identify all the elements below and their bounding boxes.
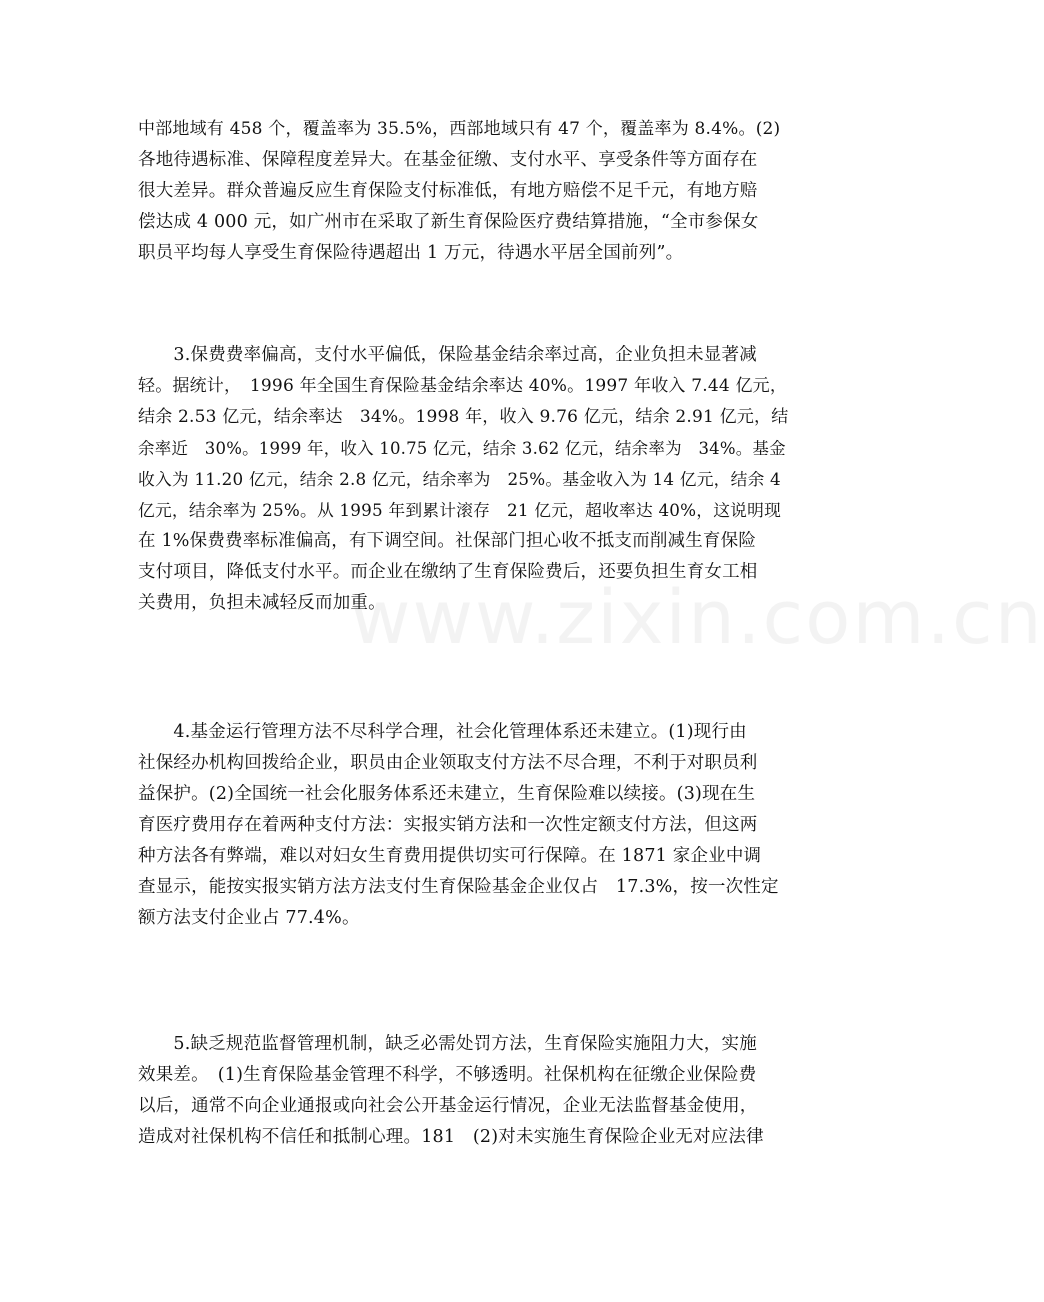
- text-line: 亿元，结余率为 25%。从 1995 年到累计滚存 21 亿元，超收率达 40%，这说明现: [138, 500, 782, 520]
- text-line: 效果差。 (1)生育保险基金管理不科学，不够透明。社保机构在征缴企业保险费: [138, 1065, 757, 1085]
- paragraph-point-5-supervision: [138, 1029, 788, 1153]
- paragraph-point-3-premium-rate: [138, 340, 788, 619]
- text-line: 3.保费费率偏高，支付水平偏低，保险基金结余率过高，企业负担未显著减: [138, 345, 757, 365]
- text-line: 关费用，负担未减轻反而加重。: [138, 593, 386, 613]
- text-line: 各地待遇标准、保障程度差异大。在基金征缴、支付水平、享受条件等方面存在: [138, 150, 758, 170]
- text-line: 收入为 11.20 亿元，结余 2.8 亿元，结余率为 25%。基金收入为 14 亿元，结余 4: [138, 469, 781, 489]
- text-line: 查显示，能按实报实销方法方法支付生育保险基金企业仅占 17.3%，按一次性定: [138, 877, 779, 897]
- text-line: 中部地域有 458 个，覆盖率为 35.5%，西部地域只有 47 个，覆盖率为 8.4%。(2): [138, 119, 781, 139]
- text-line: 很大差异。群众普遍反应生育保险支付标准低，有地方赔偿不足千元，有地方赔: [138, 181, 758, 201]
- paragraph-point-4-fund-management: [138, 717, 788, 934]
- paragraph-coverage-differences: [138, 114, 788, 269]
- text-line: 造成对社保机构不信任和抵制心理。181 (2)对未实施生育保险企业无对应法律: [138, 1127, 764, 1147]
- text-line: 余率近 30%。1999 年，收入 10.75 亿元，结余 3.62 亿元，结余率为 34%。基金: [138, 439, 786, 458]
- text-line: 4.基金运行管理方法不尽科学合理，社会化管理体系还未建立。(1)现行由: [138, 722, 747, 742]
- text-line: 额方法支付企业占 77.4%。: [138, 908, 360, 928]
- watermark: www.zixin.com.cn: [350, 575, 1044, 661]
- text-line: 在 1%保费费率标准偏高，有下调空间。社保部门担心收不抵支而削减生育保险: [138, 531, 757, 551]
- text-line: 偿达成 4 000 元，如广州市在采取了新生育保险医疗费结算措施，“全市参保女: [138, 212, 759, 232]
- text-line: 职员平均每人享受生育保险待遇超出 1 万元，待遇水平居全国前列”。: [138, 243, 684, 263]
- text-line: 益保护。(2)全国统一社会化服务体系还未建立，生育保险难以续接。(3)现在生: [138, 784, 756, 804]
- text-line: 社保经办机构回拨给企业，职员由企业领取支付方法不尽合理，不利于对职员利: [138, 753, 758, 773]
- text-line: 轻。据统计， 1996 年全国生育保险基金结余率达 40%。1997 年收入 7.44 亿元，: [138, 376, 788, 396]
- text-line: 5.缺乏规范监督管理机制，缺乏必需处罚方法，生育保险实施阻力大，实施: [138, 1034, 757, 1054]
- text-line: 支付项目，降低支付水平。而企业在缴纳了生育保险费后，还要负担生育女工相: [138, 562, 758, 582]
- text-line: 育医疗费用存在着两种支付方法：实报实销方法和一次性定额支付方法，但这两: [138, 815, 758, 835]
- text-line: 以后，通常不向企业通报或向社会公开基金运行情况，企业无法监督基金使用，: [138, 1096, 758, 1116]
- text-line: 结余 2.53 亿元，结余率达 34%。1998 年，收入 9.76 亿元，结余 2.91 亿元，结: [138, 407, 789, 427]
- text-line: 种方法各有弊端，难以对妇女生育费用提供切实可行保障。在 1871 家企业中调: [138, 846, 762, 866]
